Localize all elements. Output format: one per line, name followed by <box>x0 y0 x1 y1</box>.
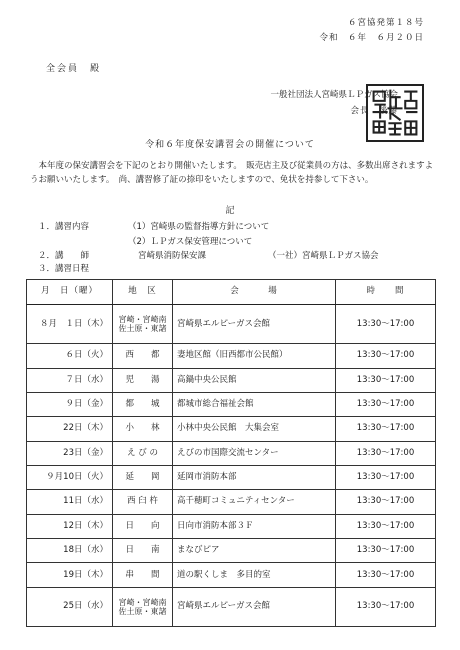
row-venue: 日向市消防本部３Ｆ <box>173 514 336 538</box>
official-seal-stamp <box>366 84 424 142</box>
table-row <box>27 490 436 514</box>
row-venue: 高千穂町コミュニティセンター <box>173 490 336 514</box>
seal-graphic <box>368 86 422 140</box>
row-area-line-1: 児 湯 <box>125 374 160 385</box>
row-area <box>113 563 173 587</box>
row-time: 13:30～17:00 <box>336 417 436 441</box>
header-venue: 会 場 <box>173 280 336 305</box>
row-time: 13:30～17:00 <box>336 587 436 626</box>
row-date: ９月10日（火） <box>27 465 113 489</box>
row-date: 18日（水） <box>27 539 113 563</box>
document-date: 令和 ６年 ６月２０日 <box>319 33 424 43</box>
table-row <box>27 441 436 465</box>
table-row <box>27 465 436 489</box>
row-date: 22日（木） <box>27 417 113 441</box>
row-area-line-1: 西 都 <box>125 350 160 361</box>
row-area <box>113 587 173 626</box>
table-row <box>27 305 436 344</box>
row-date: 23日（金） <box>27 441 113 465</box>
row-area <box>113 417 173 441</box>
row-venue: 小林中央公民館 大集会室 <box>173 417 336 441</box>
schedule-label: ３．講習日程 <box>38 264 90 274</box>
sender-name: 会長 後藤 <box>350 106 398 116</box>
ki-heading: 記 <box>225 206 235 216</box>
header-time: 時 間 <box>336 280 436 305</box>
row-venue: 高鍋中央公民館 <box>173 368 336 392</box>
row-area <box>113 344 173 368</box>
body-paragraph: 本年度の保安講習会を下記のとおり開催いたします。 販売店主及び従業員の方は、多数出席されますようお願いいたします。 尚、講習修了証の捺印をいたしますので、免状を持参して下さい。 <box>30 161 434 185</box>
document-number: ６宮協発第１８号 <box>347 18 424 28</box>
table-row <box>27 563 436 587</box>
row-area-line-1: え び の <box>127 447 158 458</box>
row-area-line-1: 延 岡 <box>125 472 160 483</box>
table-row <box>27 417 436 441</box>
row-area <box>113 465 173 489</box>
row-area-line-2: 佐土原・東諸 <box>118 324 167 334</box>
table-row <box>27 344 436 368</box>
row-date: ６日（火） <box>27 344 113 368</box>
row-time: 13:30～17:00 <box>336 392 436 416</box>
row-venue: 延岡市消防本部 <box>173 465 336 489</box>
row-venue: 宮崎県エルピーガス会館 <box>173 305 336 344</box>
row-date: 11日（水） <box>27 490 113 514</box>
lecturer-1: 宮崎県消防保安課 <box>138 251 207 261</box>
row-time: 13:30～17:00 <box>336 539 436 563</box>
row-venue: 妻地区館（旧西都市公民館） <box>173 344 336 368</box>
row-area-line-1: 小 林 <box>125 423 160 434</box>
table-header-row <box>27 280 436 305</box>
row-area <box>113 539 173 563</box>
row-time: 13:30～17:00 <box>336 563 436 587</box>
lecturer-2: （一社）宮崎県ＬＰガス協会 <box>268 251 379 261</box>
row-date: 19日（木） <box>27 563 113 587</box>
row-date: ７日（水） <box>27 368 113 392</box>
row-area-line-1: 日 向 <box>125 520 160 531</box>
table-row <box>27 539 436 563</box>
row-venue: まなびピア <box>173 539 336 563</box>
row-area-line-1: 日 南 <box>125 545 160 556</box>
recipient: 全会員 殿 <box>46 64 102 74</box>
content-item-1: （1）宮崎県の監督指導方針について <box>128 222 270 232</box>
row-time: 13:30～17:00 <box>336 344 436 368</box>
content-item-2: （2）ＬＰガス保安管理について <box>128 237 253 247</box>
row-area-line-2: 佐土原・東諸 <box>118 606 167 616</box>
table-row <box>27 368 436 392</box>
lecturer-label: ２．講 師 <box>38 251 90 261</box>
row-date: 12日（木） <box>27 514 113 538</box>
row-area-line-1: 串 間 <box>125 569 160 580</box>
row-venue: 道の駅くしま 多目的室 <box>173 563 336 587</box>
row-venue: 都城市総合福祉会館 <box>173 392 336 416</box>
row-area <box>113 392 173 416</box>
row-area <box>113 305 173 344</box>
row-area-line-1: 都 城 <box>125 399 160 410</box>
row-time: 13:30～17:00 <box>336 368 436 392</box>
row-time: 13:30～17:00 <box>336 514 436 538</box>
row-venue: えびの市国際交流センター <box>173 441 336 465</box>
row-time: 13:30～17:00 <box>336 465 436 489</box>
row-date: 25日（水） <box>27 587 113 626</box>
row-time: 13:30～17:00 <box>336 441 436 465</box>
row-area <box>113 514 173 538</box>
table-row <box>27 587 436 626</box>
row-area-line-1: 宮崎・宮崎南 <box>118 597 167 607</box>
row-venue: 宮崎県エルピーガス会館 <box>173 587 336 626</box>
schedule-table <box>26 279 436 627</box>
row-time: 13:30～17:00 <box>336 490 436 514</box>
row-time: 13:30～17:00 <box>336 305 436 344</box>
header-area: 地 区 <box>113 280 173 305</box>
sender-organization: 一般社団法人宮崎県ＬＰガス協会 <box>270 90 398 100</box>
row-area-line-1: 西 臼 杵 <box>127 496 158 507</box>
row-area <box>113 490 173 514</box>
header-date: 月 日（曜） <box>27 280 113 305</box>
table-row <box>27 392 436 416</box>
row-area-line-1: 宮崎・宮崎南 <box>118 314 167 324</box>
row-date: ９日（金） <box>27 392 113 416</box>
row-area <box>113 368 173 392</box>
row-date: ８月 １日（木） <box>27 305 113 344</box>
document-title: 令和６年度保安講習会の開催について <box>145 140 315 150</box>
table-row <box>27 514 436 538</box>
row-area <box>113 441 173 465</box>
content-label: １．講習内容 <box>38 222 90 232</box>
